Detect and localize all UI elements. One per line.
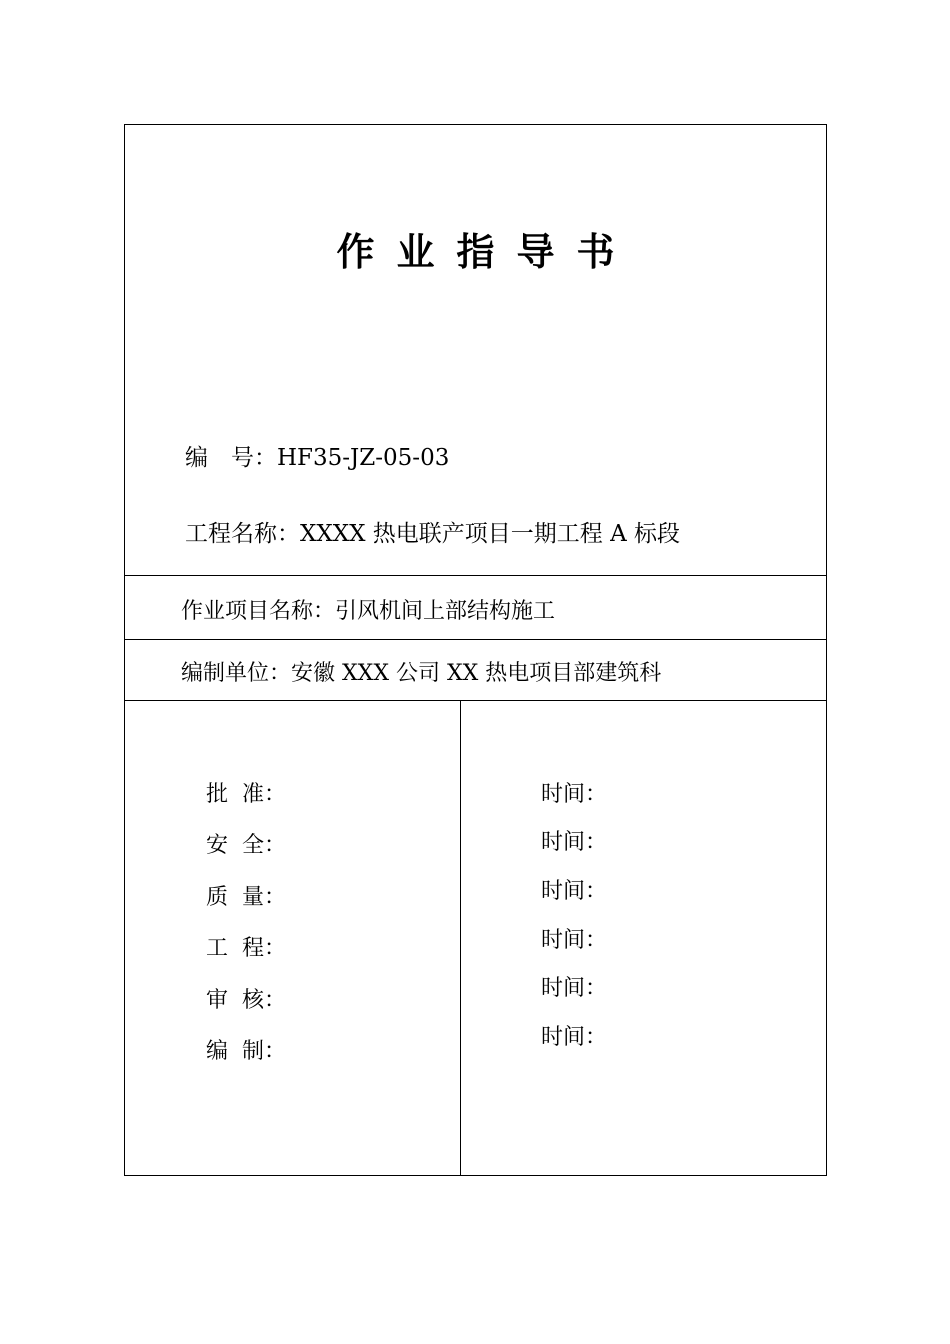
time-label-review: 时间：: [541, 976, 608, 1001]
project-name-field: [185, 515, 680, 548]
signature-label-text: 安 全：: [206, 833, 287, 858]
signature-label-safety: [206, 828, 286, 859]
document-number-field: [185, 439, 449, 472]
divider-line: [125, 700, 826, 701]
signature-label-char: 审: [206, 988, 229, 1013]
signature-label-quality: [206, 880, 286, 911]
signature-label-char: 质: [206, 885, 229, 910]
time-label-quality: 时间：: [541, 879, 608, 904]
work-item-label: 作业项目名称：: [181, 599, 336, 624]
time-label-safety: 时间：: [541, 830, 608, 855]
project-name-value: XXXX 热电联产项目一期工程 A 标段: [300, 521, 681, 547]
signature-label-text: 审 核：: [206, 988, 287, 1013]
signature-label-text: 质 量：: [206, 885, 287, 910]
time-label-compile: 时间：: [541, 1025, 608, 1050]
document-title: 作业指导书: [336, 230, 637, 274]
document-frame: [124, 124, 827, 1176]
signature-label-compile: [206, 1034, 286, 1065]
signature-label-char: 编: [206, 1039, 229, 1064]
time-label-engineering: 时间：: [541, 928, 608, 953]
signature-label-char: 工: [206, 936, 229, 961]
project-name-label: 工程名称：: [185, 521, 300, 547]
signature-label-text: 工 程：: [206, 936, 287, 961]
compiling-unit-field: [181, 656, 661, 687]
time-label-approve: 时间：: [541, 782, 608, 807]
document-number-label: 编 号：: [185, 445, 277, 471]
signature-label-char: 批: [206, 782, 229, 807]
signature-label-char: 安: [206, 833, 229, 858]
compiling-unit-value: 安徽 XXX 公司 XX 热电项目部建筑科: [291, 661, 662, 686]
divider-line: [125, 575, 826, 576]
work-item-value: 引风机间上部结构施工: [335, 599, 556, 624]
column-divider: [460, 700, 461, 1176]
document-number-value: HF35-JZ-05-03: [277, 445, 450, 471]
signature-label-text: 编 制：: [206, 1039, 287, 1064]
signature-label-approve: [206, 777, 286, 808]
compiling-unit-label: 编制单位：: [181, 661, 292, 686]
work-item-field: [181, 594, 555, 625]
divider-line: [125, 639, 826, 640]
signature-label-engineering: [206, 931, 286, 962]
signature-label-text: 批 准：: [206, 782, 287, 807]
signature-label-review: [206, 983, 286, 1014]
